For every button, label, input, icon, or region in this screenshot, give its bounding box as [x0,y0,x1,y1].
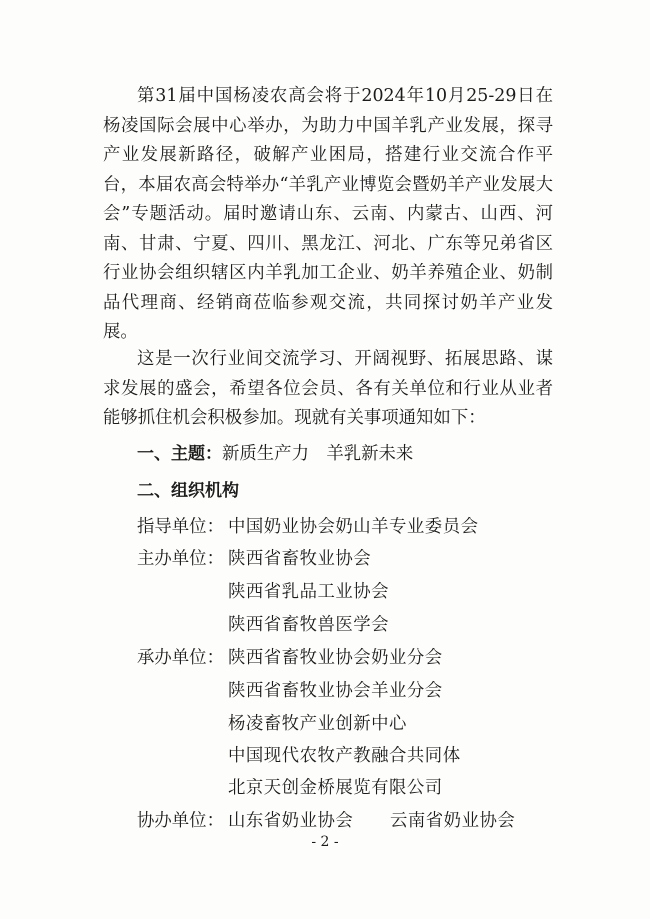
organization-heading: 二、组织机构 [137,481,239,501]
guide-unit: 中国奶业协会奶山羊专业委员会 [228,517,479,537]
theme-text: 新质生产力 羊乳新未来 [222,444,414,464]
organizer-unit: 陕西省畜牧业协会羊业分会 [228,681,443,701]
page-number: - 2 - [311,834,339,850]
organizer-unit: 中国现代农牧产教融合共同体 [228,746,461,766]
co-organizer-unit: 山东省奶业协会 [228,811,354,831]
host-unit: 陕西省乳品工业协会 [228,582,390,602]
host-unit: 陕西省畜牧兽医学会 [228,615,390,635]
guide-label: 指导单位： [137,517,224,537]
theme-heading: 一、主题： [137,444,222,464]
co-organizer-unit: 云南省奶业协会 [390,811,516,831]
host-unit: 陕西省畜牧业协会 [228,549,372,569]
host-label: 主办单位： [137,549,224,569]
organizer-unit: 陕西省畜牧业协会奶业分会 [228,648,443,668]
co-organizer-label: 协办单位： [137,811,224,831]
organizer-unit: 北京天创金桥展览有限公司 [228,778,443,798]
invite-paragraph: 这是一次行业间交流学习、开阔视野、拓展思路、谋求发展的盛会，希望各位会员、各有关单位和行业从业者能够抓住机会积极参加。现就有关事项通知如下： [103,349,553,428]
organizer-unit: 杨凌畜牧产业创新中心 [228,714,407,734]
organizer-label: 承办单位： [137,648,224,668]
intro-paragraph: 第31届中国杨凌农高会将于2024年10月25-29日在杨凌国际会展中心举办，为助力中国羊乳产业发展，探寻产业发展新路径，破解产业困局，搭建行业交流合作平台，本届农高会特举办“羊乳产业博览会暨奶羊产业发展大会”专题活动。届时邀请山东、云南、内蒙古、山西、河南、甘肃、宁夏、四川、黑龙江、河北、广东等兄弟省区行业协会组织辖区内羊乳加工企业、奶羊养殖企业、奶制品代理商、经销商莅临参观交流，共同探讨奶羊产业发展。 [103,86,553,342]
theme-line [137,440,413,470]
